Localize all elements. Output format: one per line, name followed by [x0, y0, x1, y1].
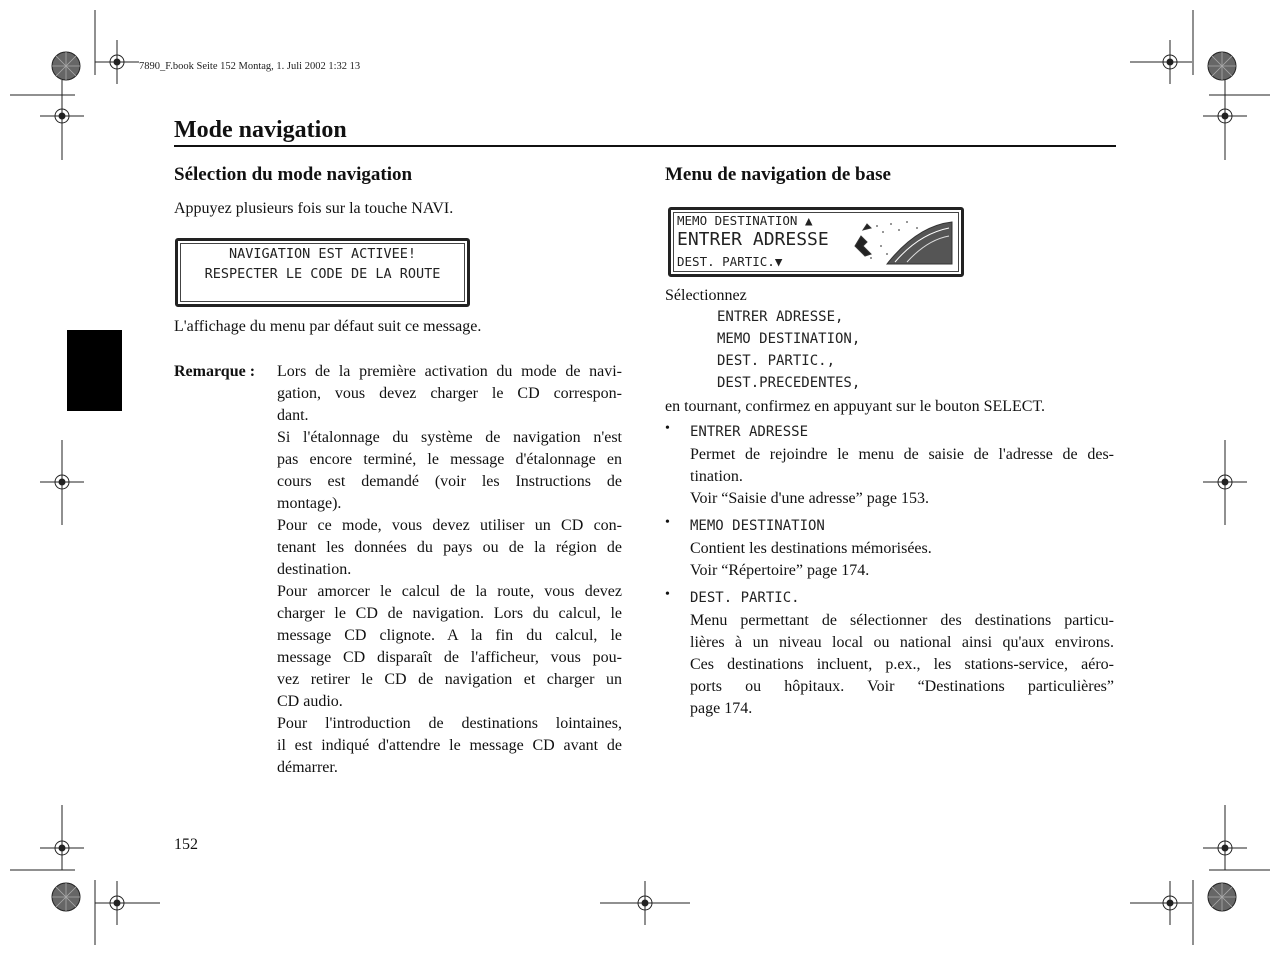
remark-line: Si l'étalonnage du système de navigation n'est — [277, 429, 622, 446]
remark-line: Pour l'introduction de destinations lointaines, — [277, 715, 622, 732]
remark-line: destination. — [277, 561, 352, 578]
lcd-navigation-active — [175, 238, 470, 307]
page-title: Mode navigation — [174, 117, 347, 143]
select-label: Sélectionnez — [665, 287, 747, 304]
menu-items — [665, 420, 1115, 724]
left-intro: Appuyez plusieurs fois sur la touche NAVI. — [174, 200, 454, 217]
remark-line: message CD clignote. A la fin du calcul, le — [277, 627, 622, 644]
left-heading: Sélection du mode navigation — [174, 164, 413, 185]
remark-line: Lors de la première activation du mode de navi- — [277, 363, 622, 380]
left-after-lcd: L'affichage du menu par défaut suit ce message. — [174, 318, 482, 335]
option-item: DEST. PARTIC., — [717, 353, 836, 369]
title-rule — [174, 145, 1116, 147]
lcd-menu-line-1: MEMO DESTINATION ▲ — [677, 213, 813, 228]
menu-item — [665, 420, 1115, 510]
remark-line: cours est demandé (voir les Instructions de — [277, 473, 622, 490]
menu-item-desc: page 174. — [690, 700, 753, 717]
right-heading: Menu de navigation de base — [665, 164, 891, 185]
menu-item-term: ENTRER ADRESSE — [690, 424, 809, 440]
option-item: ENTRER ADRESSE, — [717, 309, 844, 325]
remark-line: Pour amorcer le calcul de la route, vous devez — [277, 583, 622, 600]
confirm-text: en tournant, confirmez en appuyant sur le bouton SELECT. — [665, 398, 1046, 415]
remark-text — [277, 361, 622, 779]
arrow-up-icon: ▲ — [804, 213, 813, 228]
menu-item-desc: Ces destinations incluent, p.ex., les stations-service, aéro- — [690, 656, 1114, 673]
bullet-icon: • — [665, 421, 670, 436]
option-item: DEST.PRECEDENTES, — [717, 375, 861, 391]
remark-line: dant. — [277, 407, 309, 424]
menu-item — [665, 514, 1115, 582]
option-item: MEMO DESTINATION, — [717, 331, 861, 347]
remark-line: gation, vous devez charger le CD correspon- — [277, 385, 622, 402]
remark-label: Remarque : — [174, 363, 256, 380]
bullet-icon: • — [665, 587, 670, 602]
menu-item-desc: Menu permettant de sélectionner des destinations particu- — [690, 612, 1114, 629]
menu-item-term: MEMO DESTINATION — [690, 518, 825, 534]
menu-item-desc: ports ou hôpitaux. Voir “Destinations particulières” — [690, 678, 1114, 695]
file-info: 7890_F.book Seite 152 Montag, 1. Juli 2002 1:32 13 — [139, 61, 361, 72]
lcd-navigation-menu — [668, 207, 964, 277]
menu-item-desc: Contient les destinations mémorisées. — [690, 540, 932, 557]
menu-item-desc: tination. — [690, 468, 743, 485]
lcd-menu-line-3: DEST. PARTIC.▼ — [677, 254, 783, 269]
remark-line: démarrer. — [277, 759, 338, 776]
remark-line: charger le CD de navigation. Lors du calcul, le — [277, 605, 622, 622]
remark-line: montage). — [277, 495, 342, 512]
menu-item-desc: Voir “Répertoire” page 174. — [690, 562, 870, 579]
map-icon — [847, 216, 955, 266]
remark-line: message CD disparaît de l'afficheur, vous pou- — [277, 649, 622, 666]
remark-line: pas encore terminé, le message d'étalonnage en — [277, 451, 622, 468]
arrow-down-icon: ▼ — [774, 254, 783, 269]
section-tab — [67, 330, 122, 411]
lcd-line-1: NAVIGATION EST ACTIVEE! — [229, 246, 416, 262]
lcd-line-2: RESPECTER LE CODE DE LA ROUTE — [204, 266, 441, 282]
remark-line: CD audio. — [277, 693, 343, 710]
lcd-menu-line-2: ENTRER ADRESSE — [677, 229, 829, 250]
remark-line: tenant les données du pays ou de la région de — [277, 539, 622, 556]
bullet-icon: • — [665, 515, 670, 530]
remark-line: Pour ce mode, vous devez utiliser un CD con- — [277, 517, 622, 534]
menu-item — [665, 586, 1115, 720]
menu-item-term: DEST. PARTIC. — [690, 590, 800, 606]
menu-item-desc: Voir “Saisie d'une adresse” page 153. — [690, 490, 929, 507]
remark-line: il est indiqué d'attendre le message CD avant de — [277, 737, 622, 754]
options-list — [717, 306, 860, 394]
menu-item-desc: Permet de rejoindre le menu de saisie de l'adresse de des- — [690, 446, 1114, 463]
remark-line: vez retirer le CD de navigation et charger un — [277, 671, 622, 688]
page-number: 152 — [174, 836, 198, 853]
menu-item-desc: lières à un niveau local ou national ainsi qu'aux environs. — [690, 634, 1114, 651]
